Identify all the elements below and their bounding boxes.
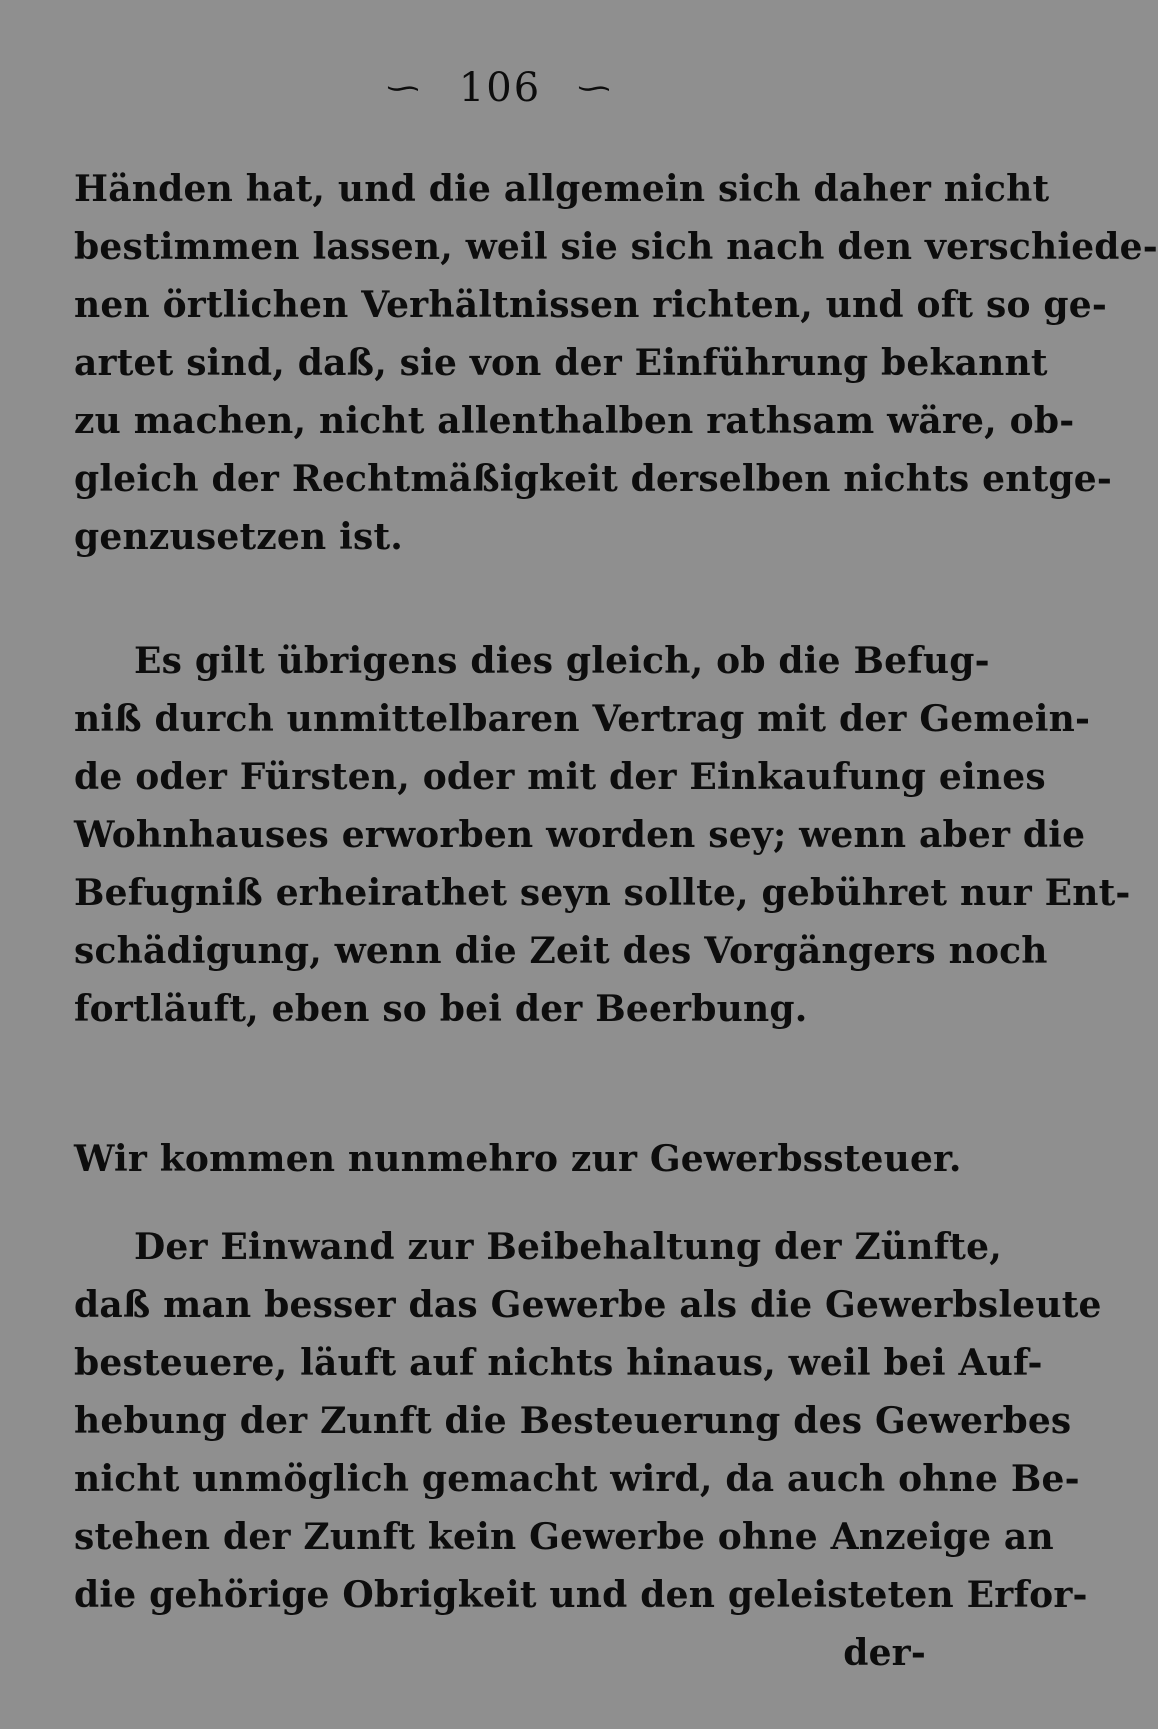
text-line: die gehörige Obrigkeit und den geleisteten Erfor- (74, 1574, 1088, 1616)
text-line: nicht unmöglich gemacht wird, da auch ohne Be- (74, 1458, 1080, 1500)
text-line: Der Einwand zur Beibehaltung der Zünfte, (134, 1226, 1002, 1268)
text-line: nen örtlichen Verhältnissen richten, und oft so ge- (74, 284, 1108, 326)
text-line: zu machen, nicht allenthalben rathsam wäre, ob- (74, 400, 1075, 442)
text-line: stehen der Zunft kein Gewerbe ohne Anzeige an (74, 1516, 1054, 1558)
text-line: fortläuft, eben so bei der Beerbung. (74, 988, 808, 1030)
catchword: der- (843, 1632, 926, 1674)
paragraph-3 (74, 1130, 962, 1188)
ornament-right: ∽ (573, 70, 618, 106)
paragraph-2 (74, 632, 1131, 1038)
page-number: 106 (458, 65, 542, 111)
text-line: Händen hat, und die allgemein sich daher nicht (74, 168, 1050, 210)
text-line: artet sind, daß, sie von der Einführung bekannt (74, 342, 1048, 384)
ornament-left: ∽ (382, 70, 427, 106)
paragraph-4 (74, 1218, 1102, 1682)
text-line: genzusetzen ist. (74, 516, 404, 558)
text-line: Befugniß erheirathet seyn sollte, gebühret nur Ent- (74, 872, 1131, 914)
text-line: Wir kommen nunmehro zur Gewerbssteuer. (74, 1138, 962, 1180)
text-line: Es gilt übrigens dies gleich, ob die Befug- (134, 640, 990, 682)
page-header (0, 62, 1000, 111)
text-line: niß durch unmittelbaren Vertrag mit der Gemein- (74, 698, 1091, 740)
text-line: bestimmen lassen, weil sie sich nach den verschiede- (74, 226, 1158, 268)
text-line: de oder Fürsten, oder mit der Einkaufung eines (74, 756, 1046, 798)
text-line: gleich der Rechtmäßigkeit derselben nichts entge- (74, 458, 1113, 500)
paragraph-1 (74, 160, 1158, 566)
text-line: Wohnhauses erworben worden sey; wenn aber die (74, 814, 1086, 856)
text-line: daß man besser das Gewerbe als die Gewerbsleute (74, 1284, 1102, 1326)
text-line: hebung der Zunft die Besteuerung des Gewerbes (74, 1400, 1072, 1442)
text-line: besteuere, läuft auf nichts hinaus, weil bei Auf- (74, 1342, 1043, 1384)
text-line: schädigung, wenn die Zeit des Vorgängers noch (74, 930, 1048, 972)
